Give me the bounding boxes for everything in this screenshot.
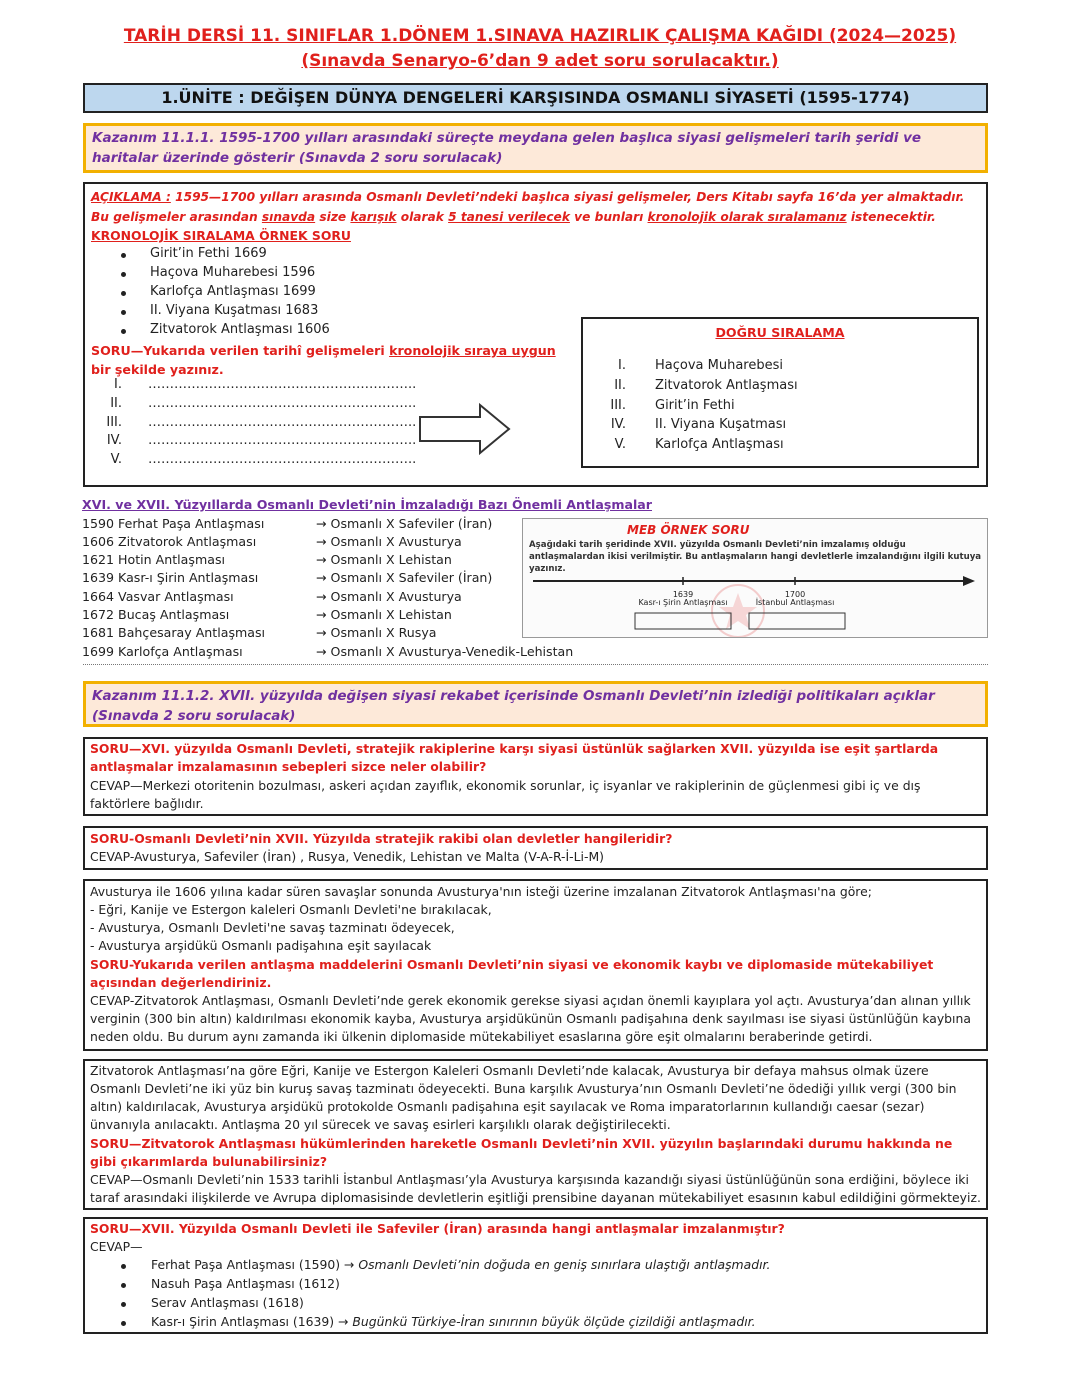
answer-blank[interactable]: …………………………………………………….. <box>148 452 417 467</box>
aciklama-part: 1595—1700 yılları arasında Osmanlı Devleti’ndeki başlıca siyasi gelişmeler, Ders Kitabı sayfa 16’da yer almaktadır. Bu gelişmeler arasından <box>91 190 965 224</box>
list-item: Zitvatorok Antlaşması <box>655 378 798 393</box>
aciklama-text <box>91 187 981 227</box>
answer-blank[interactable]: …………………………………………………….. <box>148 396 417 411</box>
q3-answer: CEVAP-Zitvatorok Antlaşması, Osmanlı Devleti’nde gerek ekonomik gerekse siyasi açıdan önemli kayıplara yol açtı. Avusturya’dan alınan yıllık verginin (300 bin altın) kaldırılması ekonomik kayba, Avusturya arşidükünün Osmanlı padişahına denk sayılması ise siyasi üstünlüğün kaybına neden oldu. Bu durum aynı zamanda iki ülkenin diplomaside mütekabiliyet esaslarına göre eşit olmalarını beraberinde getirdi. <box>90 993 971 1044</box>
treaty-parties: → Osmanlı X Safeviler (İran) <box>316 570 493 585</box>
bullet-icon <box>121 1283 126 1288</box>
unit-title: 1.ÜNİTE : DEĞİŞEN DÜNYA DENGELERİ KARŞISINDA OSMANLI SİYASETİ (1595-1774) <box>83 83 988 113</box>
q3-item: - Avusturya, Osmanlı Devleti'ne savaş tazminatı ödeyecek, <box>90 920 455 935</box>
question-part: bir şekilde yazınız. <box>91 362 224 377</box>
list-item: II. Viyana Kuşatması 1683 <box>150 303 319 318</box>
list-item: Zitvatorok Antlaşması 1606 <box>150 322 330 337</box>
right-arrow-icon <box>418 402 512 456</box>
bullet-icon <box>121 1264 126 1269</box>
q4-intro: Zitvatorok Antlaşması’na göre Eğri, Kanije ve Estergon Kaleleri Osmanlı Devleti’nde kalacak, Avusturya bir defaya mahsus olmak üzere Osmanlı Devleti’ne iki yüz bin kuruş savaş tazminatı ödeyecekti. Buna karşılık Avusturya’nın Osmanlı Devleti’ne ödediği yıllık vergi (300 bin altın) kaldırılacak, Avusturya arşidükü protokolde Osmanlı padişahına eşit sayılacak ve Roma imparatorlarının kullandığı caesar (sezar) ünvanıyla anılacaktı. Antlaşma 20 yıl sürecek ve savaş esirleri karşılıklı olarak değiştirilecekti. <box>90 1063 957 1132</box>
answer-blank[interactable]: …………………………………………………….. <box>148 377 417 392</box>
kronoloji-heading: KRONOLOJİK SIRALAMA ÖRNEK SORU <box>91 228 351 243</box>
list-item: Karlofça Antlaşması <box>655 437 784 452</box>
treaties-heading: XVI. ve XVII. Yüzyıllarda Osmanlı Devleti’nin İmzaladığı Bazı Önemli Antlaşmalar <box>82 497 653 512</box>
meb-text: Aşağıdaki tarih şeridinde XVII. yüzyılda Osmanlı Devleti’nin imzalamış olduğu antlaşmalardan ikisi verilmiştir. Bu antlaşmaların hangi devletlerle imzalandığını ilgili kutuya yazınız. <box>529 540 982 574</box>
meb-title: MEB ÖRNEK SORU <box>627 523 750 537</box>
q5-answer-label: CEVAP— <box>90 1239 143 1254</box>
numeral: V. <box>614 437 626 452</box>
page-subtitle: (Sınavda Senaryo-6’dan 9 adet soru sorulacaktır.) <box>301 51 779 71</box>
question-underlined: kronolojik sıraya uygun <box>389 343 556 358</box>
aciklama-underlined: 5 tanesi verilecek <box>448 210 570 224</box>
divider <box>83 664 988 665</box>
aciklama-label: AÇIKLAMA : <box>91 190 171 204</box>
list-item <box>151 1256 770 1274</box>
aciklama-underlined: karışık <box>350 210 397 224</box>
list-item: Karlofça Antlaşması 1699 <box>150 284 316 299</box>
kronoloji-question <box>91 341 571 379</box>
numeral: IV. <box>610 417 626 432</box>
page-title: TARİH DERSİ 11. SINIFLAR 1.DÖNEM 1.SINAVA HAZIRLIK ÇALIŞMA KAĞIDI (2024—2025) <box>123 26 957 46</box>
aciklama-part: size <box>315 210 351 224</box>
answer-blank[interactable]: …………………………………………………….. <box>148 433 417 448</box>
dogru-siralama-heading: DOĞRU SIRALAMA <box>715 325 845 340</box>
aciklama-underlined: kronolojik olarak sıralamanız <box>647 210 847 224</box>
q1-answer: CEVAP—Merkezi otoritenin bozulması, askeri açıdan zayıflık, ekonomik sorunlar, iç isyanlar ve rakiplerinin de güçlenmesi gibi iç ve dış faktörlere bağlıdır. <box>90 778 921 811</box>
treaty-name: 1621 Hotin Antlaşması <box>82 552 226 567</box>
item-text: Serav Antlaşması (1618) <box>151 1295 304 1310</box>
q1-question: SORU—XVI. yüzyılda Osmanlı Devleti, stratejik rakiplerine karşı siyasi üstünlük sağlarken XVII. yüzyılda ise eşit şartlarda antlaşmalar imzalamasının sebepleri sizce neler olabilir? <box>90 741 939 774</box>
list-item: Haçova Muharebesi 1596 <box>150 265 316 280</box>
bullet-icon <box>121 253 126 258</box>
treaty-parties: → Osmanlı X Avusturya <box>316 589 462 604</box>
treaty-name: 1639 Kasr-ı Şirin Antlaşması <box>82 570 259 585</box>
q4-question: SORU—Zitvatorok Antlaşması hükümlerinden hareketle Osmanlı Devleti’nin XVII. yüzyılın başlarındaki durumu hakkında ne gibi çıkarımlarda bulunabilirsiniz? <box>90 1136 953 1169</box>
bullet-icon <box>121 272 126 277</box>
numeral: IV. <box>106 433 122 448</box>
numeral: V. <box>110 452 122 467</box>
numeral: I. <box>618 358 626 373</box>
answer-blank[interactable]: …………………………………………………….. <box>148 415 417 430</box>
aciklama-part: ve bunları <box>569 210 648 224</box>
aciklama-part: istenecektir. <box>846 210 936 224</box>
bullet-icon <box>121 291 126 296</box>
treaty-name: 1681 Bahçesaray Antlaşması <box>82 625 266 640</box>
treaty-parties: → Osmanlı X Avusturya-Venedik-Lehistan <box>316 644 574 659</box>
numeral: II. <box>110 396 122 411</box>
bullet-icon <box>121 310 126 315</box>
q4-answer: CEVAP—Osmanlı Devleti’nin 1533 tarihli İstanbul Antlaşması’yla Avusturya karşısında kazandığı siyasi üstünlüğünün sona erdiğini, böylece iki taraf arasındaki ilişkilerde ve Avrupa diplomasisinde devletlerin eşitliği prensibine dayanan mütekabiliyet esasının kabul edildiğini görmekteyiz. <box>90 1172 981 1205</box>
list-item <box>151 1275 340 1293</box>
treaty-parties: → Osmanlı X Safeviler (İran) <box>316 516 493 531</box>
q2-question: SORU-Osmanlı Devleti’nin XVII. Yüzyılda stratejik rakibi olan devletler hangileridir? <box>90 831 673 846</box>
list-item: Girit’in Fethi 1669 <box>150 246 267 261</box>
treaty-parties: → Osmanlı X Lehistan <box>316 552 452 567</box>
treaty-parties: → Osmanlı X Avusturya <box>316 534 462 549</box>
treaty-name: 1672 Bucaş Antlaşması <box>82 607 230 622</box>
numeral: III. <box>610 398 626 413</box>
list-item: II. Viyana Kuşatması <box>655 417 787 432</box>
timeline-event: İstanbul Antlaşması <box>755 598 835 607</box>
list-item <box>151 1313 756 1331</box>
meb-sample-question <box>522 518 988 638</box>
kazanim-2: Kazanım 11.1.2. XVII. yüzyılda değişen siyasi rekabet içerisinde Osmanlı Devleti’nin izlediği politikaları açıklar (Sınavda 2 soru sorulacak) <box>83 681 988 727</box>
list-item <box>151 1294 304 1312</box>
treaty-name: 1606 Zitvatorok Antlaşması <box>82 534 257 549</box>
q5-question: SORU—XVII. Yüzyılda Osmanlı Devleti ile Safeviler (İran) arasında hangi antlaşmalar imzalanmıştır? <box>90 1221 785 1236</box>
list-item: Girit’in Fethi <box>655 398 735 413</box>
timeline-event: Kasr-ı Şirin Antlaşması <box>638 598 728 607</box>
item-note: Bugünkü Türkiye-İran sınırının büyük ölçüde çizildiği antlaşmadır. <box>352 1314 756 1329</box>
item-text: Ferhat Paşa Antlaşması (1590) → <box>151 1257 359 1272</box>
item-text: Kasr-ı Şirin Antlaşması (1639) → <box>151 1314 353 1329</box>
aciklama-part: olarak <box>396 210 449 224</box>
list-item: Haçova Muharebesi <box>655 358 783 373</box>
treaty-parties: → Osmanlı X Lehistan <box>316 607 452 622</box>
q3-item: - Avusturya arşidükü Osmanlı padişahına eşit sayılacak <box>90 938 432 953</box>
item-text: Nasuh Paşa Antlaşması (1612) <box>151 1276 340 1291</box>
bullet-icon <box>121 1302 126 1307</box>
timeline-year: 1639 <box>672 590 694 599</box>
treaty-name: 1664 Vasvar Antlaşması <box>82 589 234 604</box>
aciklama-underlined: sınavda <box>261 210 316 224</box>
numeral: I. <box>114 377 122 392</box>
question-part: SORU—Yukarıda verilen tarihî gelişmeleri <box>91 343 390 358</box>
q3-item: - Eğri, Kanije ve Estergon kaleleri Osmanlı Devleti'ne bırakılacak, <box>90 902 492 917</box>
kazanim-1: Kazanım 11.1.1. 1595-1700 yılları arasındaki süreçte meydana gelen başlıca siyasi gelişmeleri tarih şeridi ve haritalar üzerinde gösterir (Sınavda 2 soru sorulacak) <box>83 123 988 173</box>
bullet-icon <box>121 1321 126 1326</box>
q3-question: SORU-Yukarıda verilen antlaşma maddelerini Osmanlı Devleti’nin siyasi ve ekonomik kaybı ve diplomaside mütekabiliyet açısından değerlendiriniz. <box>90 957 934 990</box>
item-note: Osmanlı Devleti’nin doğuda en geniş sınırlara ulaştığı antlaşmadır. <box>358 1257 771 1272</box>
q2-answer: CEVAP-Avusturya, Safeviler (İran) , Rusya, Venedik, Lehistan ve Malta (V-A-R-İ-Li-M) <box>90 849 604 864</box>
numeral: II. <box>614 378 626 393</box>
timeline-year: 1700 <box>784 590 806 599</box>
treaty-parties: → Osmanlı X Rusya <box>316 625 437 640</box>
numeral: III. <box>106 415 122 430</box>
q3-intro: Avusturya ile 1606 yılına kadar süren savaşlar sonunda Avusturya'nın isteği üzerine imzalanan Zitvatorok Antlaşması'na göre; <box>90 884 872 899</box>
treaty-name: 1590 Ferhat Paşa Antlaşması <box>82 516 265 531</box>
bullet-icon <box>121 329 126 334</box>
treaty-name: 1699 Karlofça Antlaşması <box>82 644 243 659</box>
